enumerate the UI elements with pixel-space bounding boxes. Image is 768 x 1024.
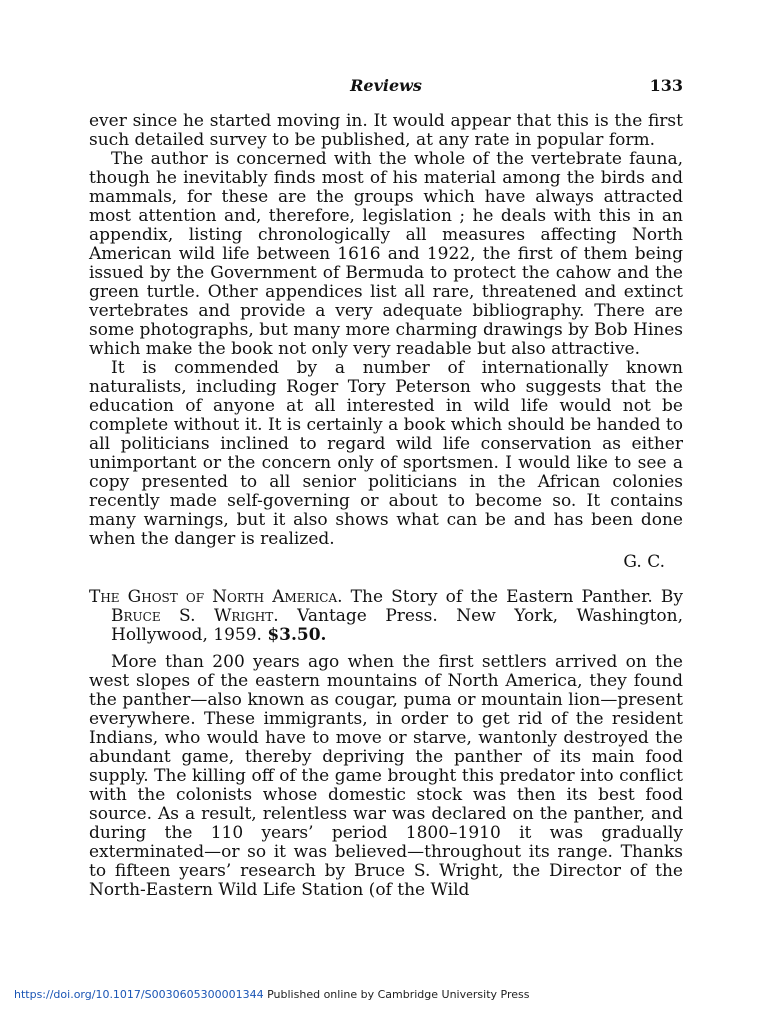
article-body bbox=[89, 112, 683, 900]
review2-paragraph-1: More than 200 years ago when the first settlers arrived on the west slopes of the eastern mountains of North America, they found the panther—also known as cougar, puma or mountain lion—present everywhere. These immigrants, in order to get rid of the resident Indians, who would have to move or starve, wantonly destroyed the abundant game, thereby depriving the panther of its main food supply. The killing off of the game brought this predator into conflict with the colonists whose domestic stock was then its best food source. As a result, relentless war was declared on the panther, and during the 110 years’ period 1800–1910 it was gradually exterminated—or so it was believed—throughout its range. Thanks to fifteen years’ research by Bruce S. Wright, the Director of the North-Eastern Wild Life Station (of the Wild bbox=[89, 652, 683, 900]
review1-paragraph-1: ever since he started moving in. It would appear that this is the first such detailed survey to be published, at any rate in popular form. bbox=[89, 111, 683, 150]
running-head bbox=[89, 76, 683, 98]
reviewer-signature: G. C. bbox=[623, 552, 665, 572]
page-number: 133 bbox=[649, 76, 683, 95]
book-author: Bruce S. Wright. bbox=[111, 606, 279, 626]
book-title: The Ghost of North America. bbox=[89, 587, 343, 607]
book-price: $3.50. bbox=[267, 625, 327, 645]
review1-paragraph-2: The author is concerned with the whole of the vertebrate fauna, though he inevitably finds most of his material among the birds and mammals, for these are the groups which have always attracted most attention and, therefore, legislation ; he deals with this in an appendix, listing chronologically all measures affecting North American wild life between 1616 and 1922, the first of them being issued by the Government of Bermuda to protect the cahow and the green turtle. Other appendices list all rare, threatened and extinct vertebrates and provide a very adequate bibliography. There are some photographs, but many more charming drawings by Bob Hines which make the book not only very readable but also attractive. bbox=[89, 149, 683, 359]
book-by: By bbox=[660, 587, 683, 607]
book-heading bbox=[89, 588, 683, 645]
journal-page bbox=[89, 76, 683, 900]
published-online-note: Published online by Cambridge University Press bbox=[267, 988, 530, 1001]
doi-link[interactable]: https://doi.org/10.1017/S0030605300001344 bbox=[14, 988, 264, 1001]
book-subtitle: The Story of the Eastern Panther. bbox=[350, 587, 653, 607]
book-publisher: Vantage Press. New York, Washington, Hollywood, 1959. bbox=[111, 606, 683, 645]
review1-paragraph-3: It is commended by a number of internationally known naturalists, including Roger Tory Peterson who suggests that the education of anyone at all interested in wild life would not be complete without it. It is certainly a book which should be handed to all politicians inclined to regard wild life conservation as either unimportant or the concern only of sportsmen. I would like to see a copy presented to all senior politicians in the African colonies recently made self-governing or about to become so. It contains many warnings, but it also shows what can be and has been done when the danger is realized. bbox=[89, 358, 683, 549]
footer bbox=[14, 988, 529, 1001]
running-title: Reviews bbox=[350, 76, 422, 95]
